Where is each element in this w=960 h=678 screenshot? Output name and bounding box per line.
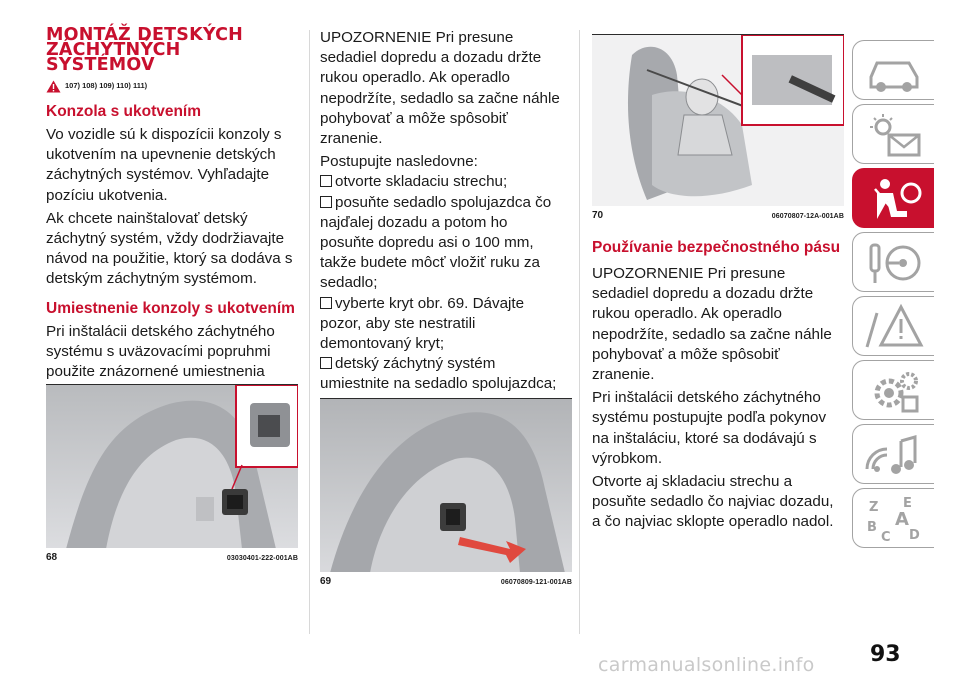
tab-safety[interactable]	[852, 168, 934, 228]
airbag-seat-icon	[863, 175, 925, 223]
tab-multimedia[interactable]	[852, 424, 934, 484]
heading-console-location: Umiestnenie konzoly s ukotvením	[46, 299, 295, 317]
list-item: otvorte skladaciu strechu;	[320, 172, 565, 192]
list-item: detský záchytný systém umiestnite na sedadlo spolujazdca;	[320, 355, 557, 393]
column-divider	[309, 30, 310, 634]
paragraph: Vo vozidle sú k dispozícii konzoly s ukotvením na upevnenie detských záchytných systémov. Vyhľadajte pozíciu ukotvenia.	[46, 126, 282, 204]
list-item: posuňte sedadlo spolujazdca čo najďalej dozadu a potom ho posuňte dopredu asi o 100 mm, takže budete môcť vložiť ruku za sedadlo;	[320, 193, 552, 292]
index-icon	[863, 495, 925, 543]
media-icon	[863, 431, 925, 479]
page-number: 93	[870, 642, 901, 667]
figure-code: 06070809-121-001AB	[500, 579, 572, 586]
warning-reference	[46, 79, 304, 93]
tab-starting[interactable]	[852, 232, 934, 292]
figure-69	[320, 398, 572, 588]
paragraph: Ak chcete nainštalovať detský záchytný systém, vždy dodržiavajte návod na použitie, ktorý sa dodáva s detským záchytným systémom.	[46, 209, 293, 288]
tab-emergency[interactable]	[852, 296, 934, 356]
tab-dashboard-lights[interactable]	[852, 104, 934, 164]
section-title-line: SYSTÉMOV	[46, 55, 155, 75]
tab-maintenance[interactable]	[852, 360, 934, 420]
paragraph: Pri inštalácii detského záchytného systému s uväzovacími popruhmi použite znázornené umiestnenia	[46, 322, 275, 381]
svg-text:B: B	[867, 520, 877, 535]
paragraph: Pri inštalácii detského záchytného systému postupujte podľa pokynov na inštaláciu, ktoré sa dodávajú s výrobkom.	[592, 389, 827, 467]
warning-refs: 107) 108) 109) 110) 111)	[65, 80, 148, 90]
figure-number: 68	[46, 552, 58, 563]
figure-69-caption	[320, 576, 572, 587]
figure-70-image	[592, 34, 844, 206]
svg-text:A: A	[895, 509, 909, 530]
section-title-line: ZÁCHYTNÝCH	[46, 40, 181, 60]
tab-car[interactable]	[852, 40, 934, 100]
warning-road-icon	[863, 303, 925, 351]
watermark: carmanualsonline.info	[598, 654, 815, 676]
svg-text:D: D	[909, 528, 920, 543]
figure-68-image	[46, 384, 298, 548]
section-title	[46, 25, 304, 75]
bullet-square-icon	[320, 297, 332, 309]
column-3	[592, 238, 844, 533]
paragraph-warning: UPOZORNENIE Pri presune sedadiel dopredu a dozadu držte rukou operadlo. Ak operadlo nepodržíte, sedadlo sa začne náhle pohybovať a môže spôsobiť zranenie.	[592, 265, 832, 384]
figure-68-caption	[46, 552, 298, 563]
svg-text:Z: Z	[869, 500, 879, 515]
car-icon	[863, 47, 925, 95]
heading-seatbelt-use: Používanie bezpečnostného pásu	[592, 239, 841, 256]
section-title-line: MONTÁŽ DETSKÝCH	[46, 25, 243, 45]
warning-triangle-icon	[46, 80, 61, 93]
heading-anchor-console: Konzola s ukotvením	[46, 103, 202, 120]
bullet-square-icon	[320, 175, 332, 187]
svg-text:E: E	[903, 496, 912, 511]
gears-icon	[863, 367, 925, 415]
key-steering-icon	[863, 239, 925, 287]
dashboard-lights-icon	[863, 111, 925, 159]
figure-code: 03030401-222-001AB	[226, 555, 298, 562]
figure-number: 70	[592, 210, 604, 221]
paragraph: Postupujte nasledovne:	[320, 153, 478, 171]
bullet-square-icon	[320, 357, 332, 369]
figure-69-image	[320, 398, 572, 572]
figure-70	[592, 34, 844, 222]
list-item: vyberte kryt obr. 69. Dávajte pozor, aby ste nestratili demontovaný kryt;	[320, 294, 525, 353]
figure-68	[46, 384, 298, 566]
column-divider	[579, 30, 580, 634]
svg-text:C: C	[881, 530, 891, 543]
column-1	[46, 25, 304, 402]
figure-number: 69	[320, 576, 332, 587]
paragraph-warning: UPOZORNENIE Pri presune sedadiel dopredu a dozadu držte rukou operadlo. Ak operadlo nepodržíte, sedadlo sa začne náhle pohybovať a môže spôsobiť zranenie.	[320, 29, 560, 148]
tab-index[interactable]	[852, 488, 934, 548]
bullet-square-icon	[320, 196, 332, 208]
paragraph: Otvorte aj skladaciu strechu a posuňte sedadlo čo najviac dozadu, a čo najviac sklopte operadlo nadol.	[592, 473, 834, 531]
figure-70-caption	[592, 210, 844, 221]
figure-code: 06070807-12A-001AB	[771, 213, 844, 220]
